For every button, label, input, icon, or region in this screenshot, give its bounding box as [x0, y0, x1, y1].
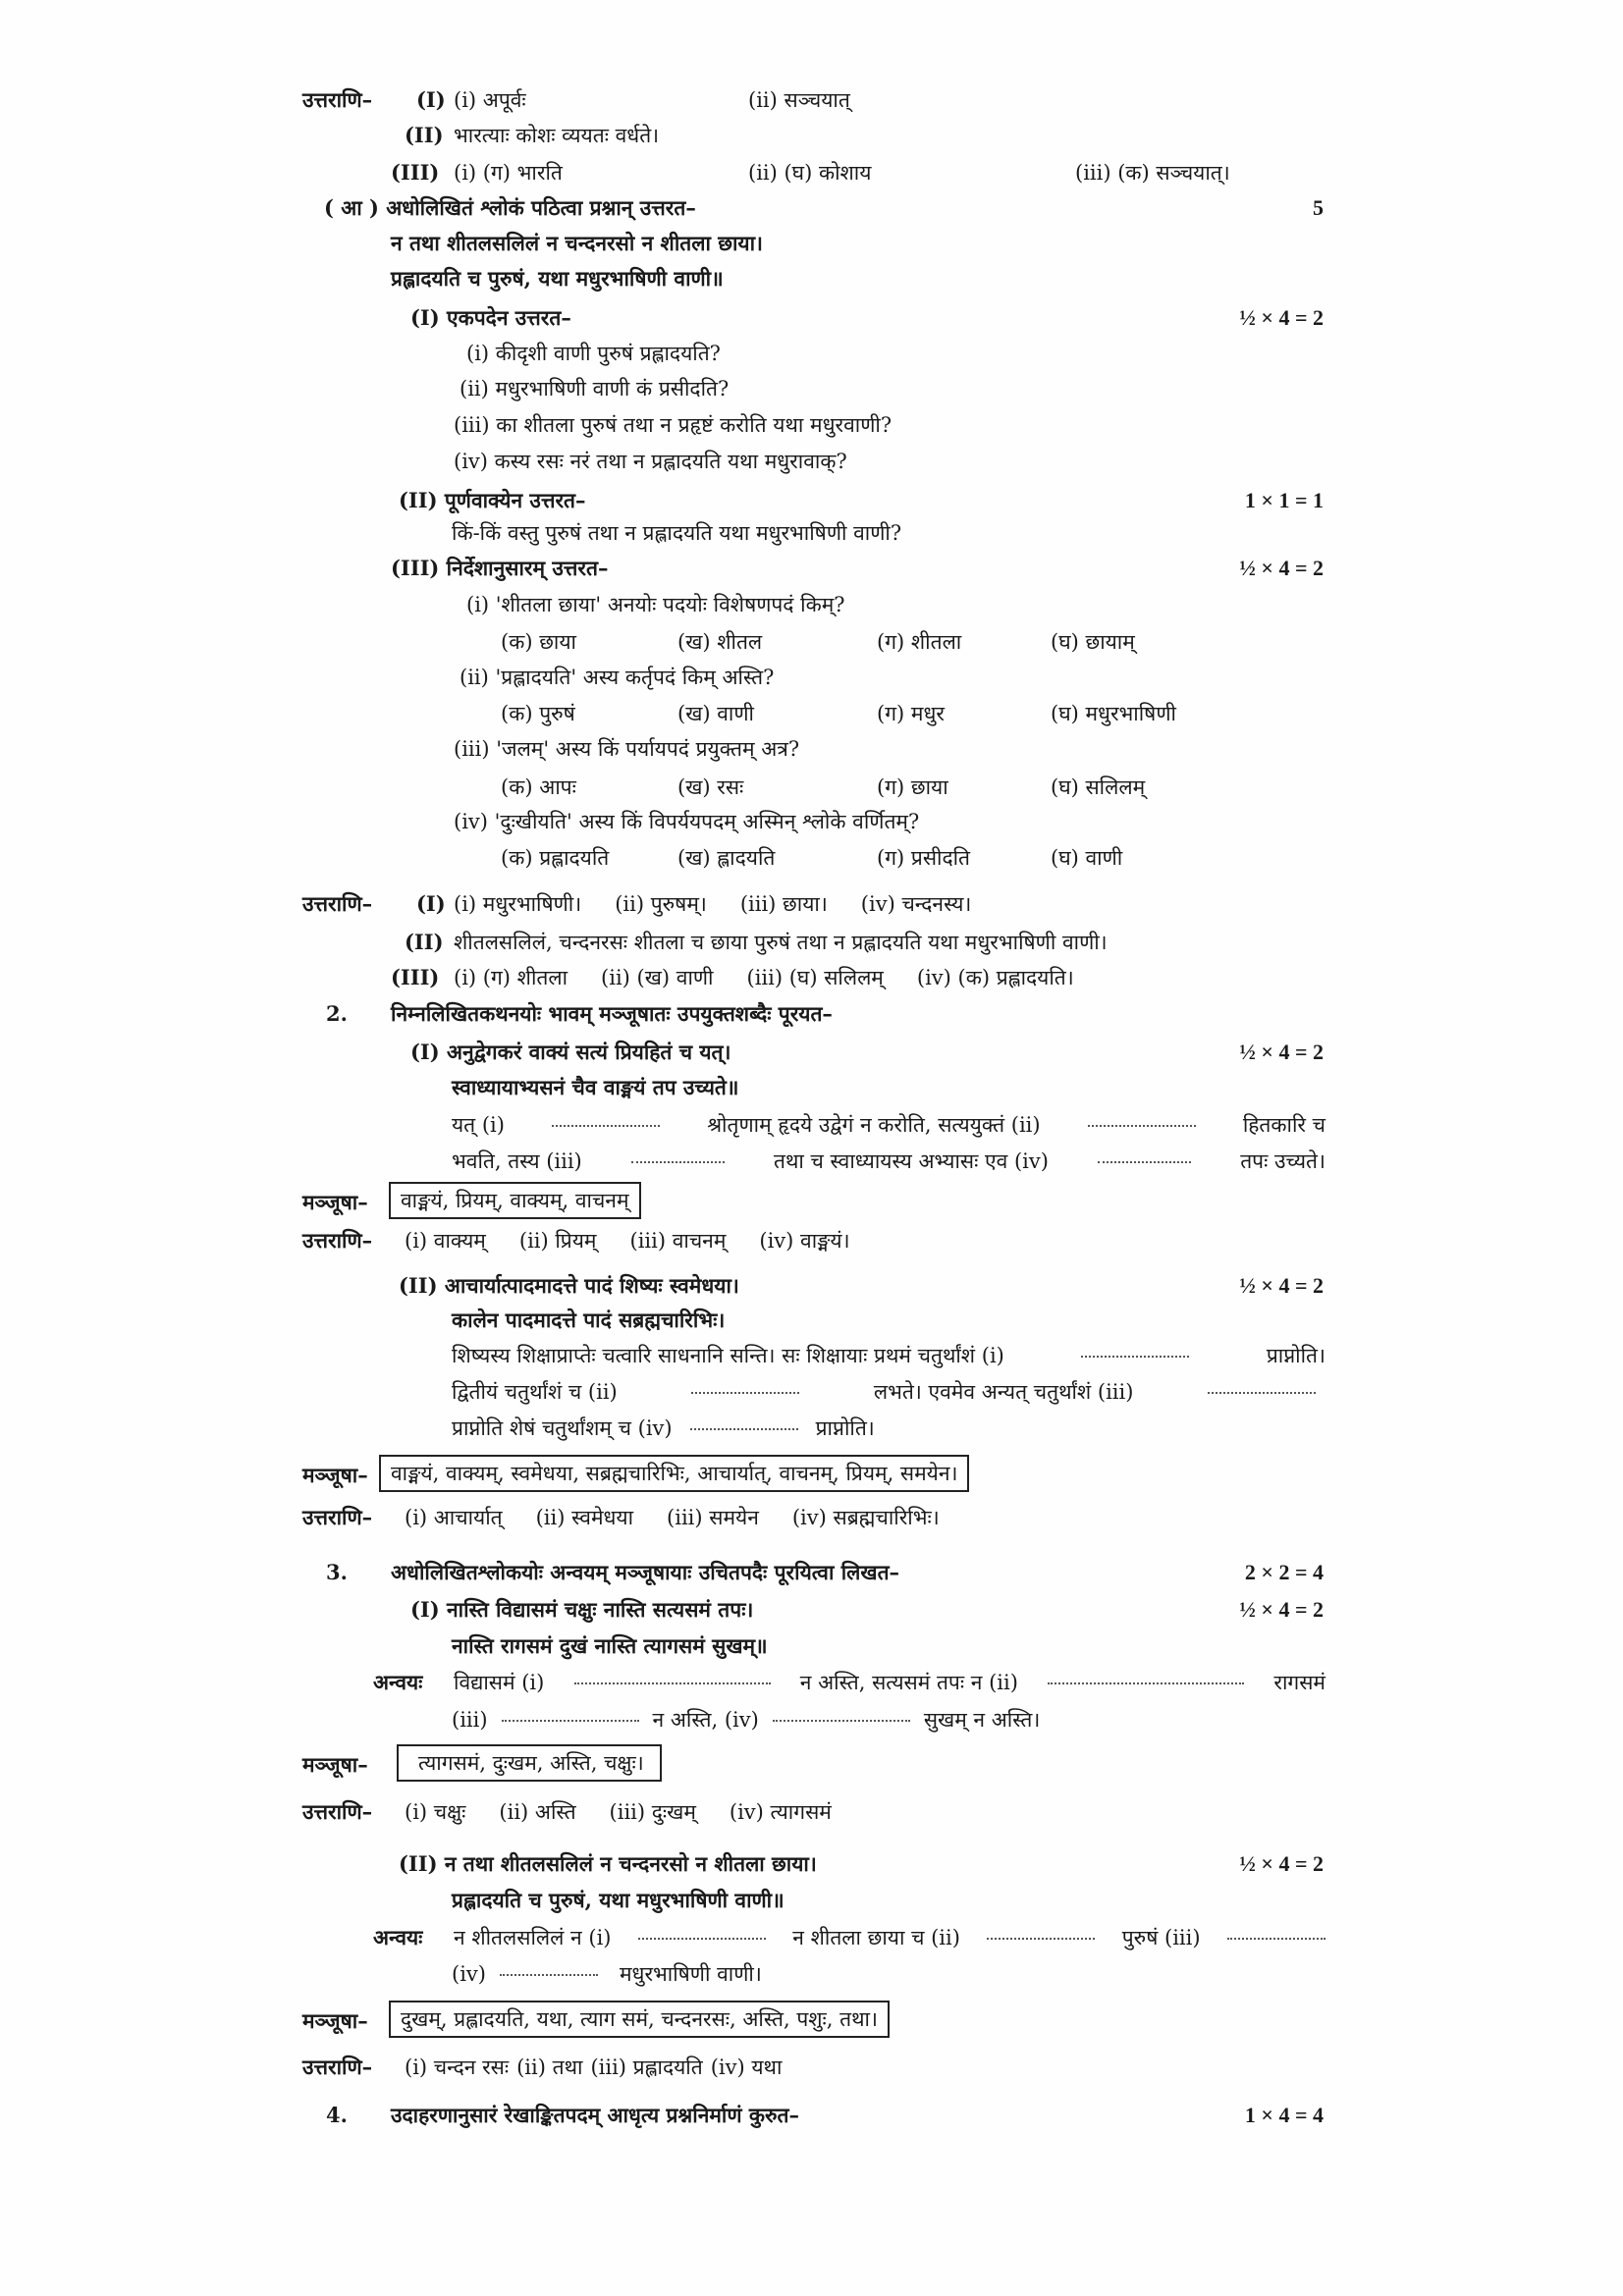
- answer-item: (i) मधुरभाषिणी।: [454, 892, 582, 916]
- option: (ख) शीतल: [677, 630, 763, 654]
- answer-item: (iii) समयेन: [667, 1506, 759, 1529]
- answer-item: (i) (ग) भारति: [454, 161, 563, 185]
- answer-list: [405, 1227, 884, 1255]
- verse-line: (I) नास्ति विद्यासमं चक्षुः नास्ति सत्यसमं तपः।: [410, 1597, 754, 1622]
- option: (क) पुरुषं: [501, 702, 575, 725]
- verse-line: प्रह्लादयति च पुरुषं, यथा मधुरभाषिणी वाणी॥: [452, 1888, 784, 1912]
- marks: ½ × 4 = 2: [1239, 1597, 1324, 1622]
- blank[interactable]: [1081, 1342, 1189, 1358]
- anvaya-label: अन्वयः: [373, 1670, 423, 1694]
- question-heading: निम्नलिखितकथनयोः भावम् मञ्जूषातः उपयुक्तशब्दैः पूरयत–: [391, 1001, 833, 1026]
- answer-item: (iii) (क) सञ्चयात्।: [1075, 161, 1230, 185]
- answer-item: (ii) स्वमेधया: [535, 1506, 634, 1529]
- answer-item: (ii) (घ) कोशाय: [748, 161, 872, 185]
- answer-item: (ii) प्रियम्: [518, 1229, 597, 1253]
- marks: 2 × 2 = 4: [1244, 1560, 1324, 1584]
- answer-item: (iii) वाचनम्: [629, 1229, 727, 1253]
- answer-item: (iv) सब्रह्मचारिभिः।: [791, 1506, 940, 1529]
- marks: ½ × 4 = 2: [1239, 305, 1324, 330]
- blank[interactable]: [987, 1924, 1095, 1940]
- word-box: वाङ्मयं, प्रियम्, वाक्यम्, वाचनम्: [389, 1182, 641, 1219]
- option: (ग) छाया: [877, 775, 948, 799]
- question: (ii) 'प्रह्लादयति' अस्य कर्तृपदं किम् अस्ति?: [460, 666, 775, 689]
- text: प्राप्नोति।: [1266, 1344, 1325, 1367]
- answer-number: (I): [416, 891, 446, 916]
- answer-item: (i) वाक्यम्: [405, 1229, 486, 1253]
- answer-item: शीतलसलिलं, चन्दनरसः शीतला च छाया पुरुषं तथा न प्रह्लादयति यथा मधुरभाषिणी वाणी।: [454, 931, 1108, 954]
- blank[interactable]: [773, 1706, 910, 1722]
- text: प्राप्नोति।: [815, 1416, 875, 1440]
- manjusha-label: मञ्जूषा–: [302, 1463, 368, 1487]
- option: (घ) सलिलम्: [1051, 775, 1146, 799]
- fill-in-paragraph: [452, 1415, 875, 1442]
- text: पुरुषं (iii): [1121, 1926, 1201, 1949]
- verse-line: प्रह्लादयति च पुरुषं, यथा मधुरभाषिणी वाणी॥: [391, 266, 724, 291]
- text: न अस्ति, सत्यसमं तपः न (ii): [799, 1671, 1018, 1694]
- answer-number: (III): [391, 160, 440, 185]
- fill-in-paragraph: [452, 1148, 1325, 1175]
- option: (ग) शीतला: [877, 630, 962, 654]
- answer-item: (iii) छाया।: [739, 892, 828, 916]
- answer-item: (iv) (क) प्रह्लादयति।: [916, 966, 1074, 989]
- marks: ½ × 4 = 2: [1239, 1040, 1324, 1064]
- blank[interactable]: [638, 1924, 766, 1940]
- answer-number: (II): [405, 123, 444, 147]
- answer-item: (iv) त्यागसमं: [729, 1800, 832, 1824]
- verse-line: नास्ति रागसमं दुखं नास्ति त्यागसमं सुखम्॥: [452, 1633, 768, 1658]
- answers-label: उत्तराणि–: [302, 891, 373, 916]
- anvaya-paragraph: [452, 1960, 762, 1988]
- fill-in-paragraph: [452, 1378, 1325, 1406]
- manjusha-label: मञ्जूषा–: [302, 1752, 368, 1777]
- question: (iv) कस्य रसः नरं तथा न प्रह्लादयति यथा मधुरावाक्?: [454, 450, 847, 473]
- anvaya-paragraph: [454, 1669, 1325, 1696]
- blank[interactable]: [502, 1706, 639, 1722]
- anvaya-label: अन्वयः: [373, 1925, 423, 1949]
- option: (ख) वाणी: [677, 702, 754, 725]
- manjusha-label: मञ्जूषा–: [302, 2008, 368, 2033]
- text: भवति, तस्य (iii): [452, 1149, 582, 1173]
- verse-line: स्वाध्यायाभ्यसनं चैव वाङ्मयं तप उच्यते॥: [452, 1075, 739, 1099]
- answer-item: (i) चक्षुः: [405, 1800, 466, 1824]
- text: मधुरभाषिणी वाणी।: [619, 1962, 762, 1986]
- text: (iii): [452, 1708, 488, 1732]
- answer-list: [454, 890, 1004, 918]
- text: शिष्यस्य शिक्षाप्राप्तेः चत्वारि साधनानि सन्ति। सः शिक्षायाः प्रथमं चतुर्थांशं (i): [452, 1344, 1004, 1367]
- word-box: दुखम्, प्रह्लादयति, यथा, त्याग समं, चन्दनरसः, अस्ति, पशुः, तथा।: [389, 2001, 890, 2038]
- anvaya-paragraph: [454, 1924, 1325, 1951]
- text: हितकारि च: [1242, 1113, 1325, 1137]
- anvaya-paragraph: [452, 1706, 1040, 1734]
- answer-item: (iii) प्रह्लादयति: [590, 2056, 703, 2079]
- section-heading: ( आ ) अधोलिखितं श्लोकं पठित्वा प्रश्नान् उत्तरत–: [324, 195, 696, 220]
- text: रागसमं: [1273, 1671, 1325, 1694]
- question-number: 3.: [326, 1560, 348, 1584]
- answers-label: उत्तराणि–: [302, 87, 373, 112]
- verse-line: (II) न तथा शीतलसलिलं न चन्दनरसो न शीतला छाया।: [399, 1851, 817, 1876]
- answer-number: (I): [416, 87, 446, 112]
- question-number: 4.: [326, 2103, 348, 2127]
- answer-list: [405, 1798, 865, 1826]
- blank[interactable]: [1227, 1924, 1325, 1940]
- marks: ½ × 4 = 2: [1239, 1851, 1324, 1876]
- answers-label: उत्तराणि–: [302, 1228, 373, 1253]
- option: (क) छाया: [501, 630, 576, 654]
- option: (घ) मधुरभाषिणी: [1051, 702, 1176, 725]
- text: न शीतलसलिलं न (i): [454, 1926, 612, 1949]
- answer-item: (ii) तथा: [516, 2056, 583, 2079]
- answer-item: (ii) पुरुषम्।: [615, 892, 707, 916]
- question: (i) कीदृशी वाणी पुरुषं प्रह्लादयति?: [466, 342, 721, 365]
- subsection-heading: (II) पूर्णवाक्येन उत्तरत–: [399, 488, 586, 512]
- blank[interactable]: [574, 1669, 771, 1684]
- blank[interactable]: [1098, 1148, 1191, 1163]
- question-heading: उदाहरणानुसारं रेखाङ्कितपदम् आधृत्य प्रश्ननिर्माणं कुरुत–: [391, 2103, 799, 2127]
- word-box: वाङ्मयं, वाक्यम्, स्वमेधया, सब्रह्मचारिभिः, आचार्यात्, वाचनम्, प्रियम्, समयेन।: [379, 1455, 969, 1492]
- question: (ii) मधुरभाषिणी वाणी कं प्रसीदति?: [460, 377, 730, 400]
- question: किं-किं वस्तु पुरुषं तथा न प्रह्लादयति यथा मधुरभाषिणी वाणी?: [452, 521, 902, 545]
- blank[interactable]: [690, 1415, 798, 1430]
- marks: 5: [1313, 195, 1324, 220]
- marks: ½ × 4 = 2: [1239, 1273, 1324, 1298]
- blank[interactable]: [1208, 1378, 1316, 1394]
- text: यत् (i): [452, 1113, 505, 1137]
- answer-item: (ii) सञ्चयात्: [748, 88, 850, 112]
- question-number: 2.: [326, 1001, 348, 1026]
- answers-label: उत्तराणि–: [302, 2055, 373, 2079]
- fill-in-paragraph: [452, 1342, 1325, 1369]
- verse-line: कालेन पादमादत्ते पादं सब्रह्मचारिभिः।: [452, 1308, 726, 1332]
- option: (घ) छायाम्: [1051, 630, 1135, 654]
- text: श्रोतृणाम् हृदये उद्वेगं न करोति, सत्ययुक्तं (ii): [707, 1113, 1041, 1137]
- fill-in-paragraph: [452, 1111, 1325, 1139]
- text: लभते। एवमेव अन्यत् चतुर्थांशं (iii): [873, 1380, 1134, 1404]
- verse-line: न तथा शीतलसलिलं न चन्दनरसो न शीतला छाया।: [391, 231, 763, 255]
- question: (iii) का शीतला पुरुषं तथा न प्रहृष्टं करोति यथा मधुरवाणी?: [454, 413, 893, 437]
- verse-line: (I) अनुद्वेगकरं वाक्यं सत्यं प्रियहितं च यत्।: [410, 1040, 731, 1064]
- blank[interactable]: [631, 1148, 725, 1163]
- text: तथा च स्वाध्यायस्य अभ्यासः एव (iv): [773, 1149, 1049, 1173]
- answer-item: (ii) (ख) वाणी: [601, 966, 714, 989]
- text: सुखम् न अस्ति।: [923, 1708, 1041, 1732]
- word-box: त्यागसमं, दुःखम, अस्ति, चक्षुः।: [397, 1744, 662, 1782]
- answer-item: (i) चन्दन रसः: [405, 2056, 510, 2079]
- text: न शीतला छाया च (ii): [792, 1926, 960, 1949]
- option: (ग) प्रसीदति: [877, 846, 971, 870]
- answer-item: (iv) वाङ्मयं।: [759, 1229, 850, 1253]
- text: द्वितीयं चतुर्थांशं च (ii): [452, 1380, 618, 1404]
- question: (iii) 'जलम्' अस्य किं पर्यायपदं प्रयुक्तम् अत्र?: [454, 737, 800, 761]
- subsection-heading: (III) निर्देशानुसारम् उत्तरत–: [391, 556, 609, 580]
- answer-item: (iv) यथा: [710, 2056, 783, 2079]
- answers-label: उत्तराणि–: [302, 1505, 373, 1529]
- text: विद्यासमं (i): [454, 1671, 545, 1694]
- blank[interactable]: [1048, 1669, 1244, 1684]
- answer-item: (i) (ग) शीतला: [454, 966, 568, 989]
- manjusha-label: मञ्जूषा–: [302, 1190, 368, 1214]
- subsection-heading: (I) एकपदेन उत्तरत–: [410, 305, 571, 330]
- text: तपः उच्यते।: [1240, 1149, 1325, 1173]
- answer-item: (i) अपूर्वः: [454, 88, 526, 112]
- option: (ख) ह्लादयति: [677, 846, 776, 870]
- text: न अस्ति, (iv): [652, 1708, 759, 1732]
- verse-line: (II) आचार्यात्पादमादत्ते पादं शिष्यः स्वमेधया।: [399, 1273, 739, 1298]
- answer-item: (ii) अस्ति: [499, 1800, 576, 1824]
- marks: 1 × 4 = 4: [1244, 2103, 1324, 2127]
- option: (ख) रसः: [677, 775, 744, 799]
- answers-label: उत्तराणि–: [302, 1799, 373, 1824]
- answer-item: (iii) (घ) सलिलम्: [746, 966, 884, 989]
- answer-item: (iii) दुःखम्: [609, 1800, 696, 1824]
- option: (क) आपः: [501, 775, 576, 799]
- blank[interactable]: [552, 1111, 660, 1127]
- blank[interactable]: [691, 1378, 799, 1394]
- answer-number: (II): [405, 930, 444, 954]
- blank[interactable]: [500, 1960, 598, 1976]
- question-heading: अधोलिखितश्लोकयोः अन्वयम् मञ्जूषायाः उचितपदैः पूरयित्वा लिखत–: [391, 1560, 900, 1584]
- answer-item: भारत्याः कोशः व्ययतः वर्धते।: [454, 124, 660, 147]
- question: (iv) 'दुःखीयति' अस्य किं विपर्ययपदम् अस्मिन् श्लोके वर्णितम्?: [454, 810, 920, 833]
- question: (i) 'शीतला छाया' अनयोः पदयोः विशेषणपदं किम्?: [466, 593, 845, 616]
- answer-list: [405, 2054, 782, 2081]
- option: (घ) वाणी: [1051, 846, 1123, 870]
- answer-number: (III): [391, 965, 440, 989]
- option: (ग) मधुर: [877, 702, 945, 725]
- option: (क) प्रह्लादयति: [501, 846, 610, 870]
- blank[interactable]: [1088, 1111, 1196, 1127]
- answer-list: [454, 964, 1108, 991]
- answer-item: (i) आचार्यात्: [405, 1506, 503, 1529]
- text: प्राप्नोति शेषं चतुर्थांशम् च (iv): [452, 1416, 673, 1440]
- text: (iv): [452, 1962, 486, 1986]
- answer-item: (iv) चन्दनस्य।: [860, 892, 972, 916]
- marks: ½ × 4 = 2: [1239, 556, 1324, 580]
- answer-list: [405, 1504, 973, 1531]
- marks: 1 × 1 = 1: [1244, 488, 1324, 512]
